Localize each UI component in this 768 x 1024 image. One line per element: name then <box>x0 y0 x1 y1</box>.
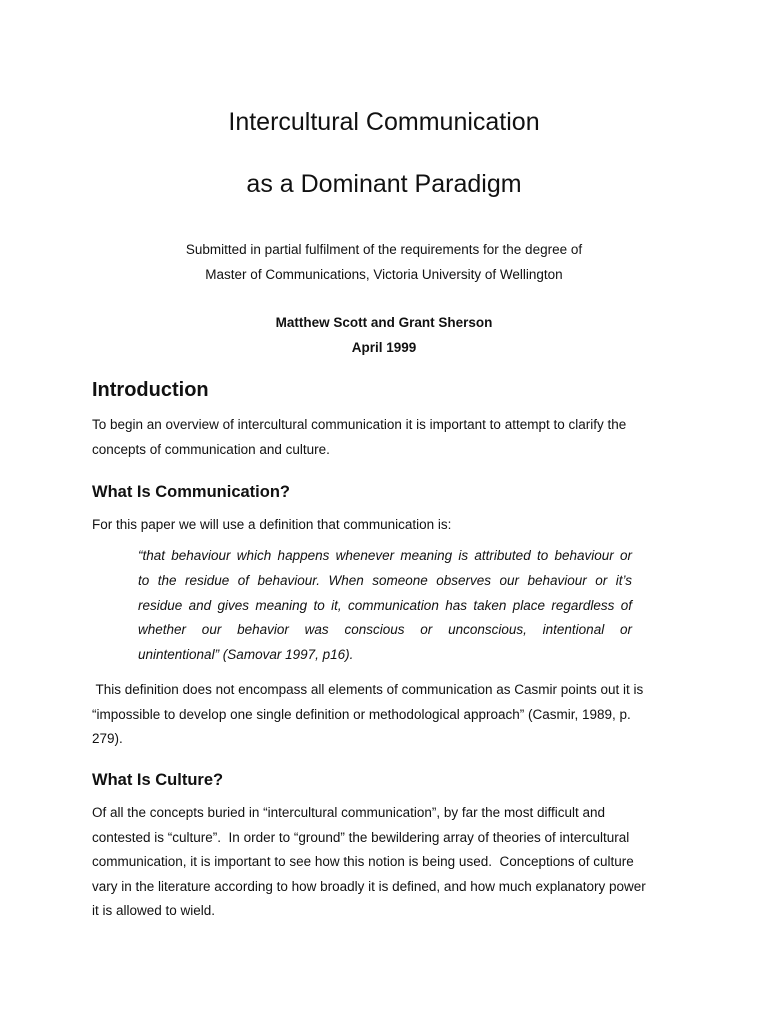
title-line-1: Intercultural Communication <box>228 108 540 136</box>
paragraph-line: concepts of communication and culture. <box>92 441 330 457</box>
paragraph-line: communication, it is important to see how this notion is being used. Conceptions of culture <box>92 854 634 869</box>
paragraph-line: vary in the literature according to how broadly it is defined, and how much explanatory power <box>92 878 646 894</box>
authors: Matthew Scott and Grant Sherson <box>275 315 493 330</box>
quote-line: residue and gives meaning to it, communication has taken place regardless of <box>138 597 632 613</box>
paragraph-line: it is allowed to wield. <box>92 903 216 918</box>
paragraph-line: 279). <box>92 731 123 746</box>
quote-line: unintentional” (Samovar 1997, p16). <box>138 647 354 663</box>
paragraph-line: “impossible to develop one single definition or methodological approach” (Casmir, 1989, p. <box>92 706 631 722</box>
paragraph-line: To begin an overview of intercultural communication it is important to attempt to clarify the <box>92 417 627 432</box>
culture-heading: What Is Culture? <box>92 771 224 789</box>
communication-heading: What Is Communication? <box>92 483 290 501</box>
date: April 1999 <box>351 340 417 355</box>
quote-line: “that behaviour which happens whenever meaning is attributed to behaviour or <box>138 548 632 563</box>
quote-line: to the residue of behaviour. When someone observes our behaviour or it’s <box>138 572 632 588</box>
paragraph-line: Of all the concepts buried in “intercultural communication”, by far the most difficult and <box>92 805 605 820</box>
communication-lead: For this paper we will use a definition that communication is: <box>92 517 452 532</box>
submission-line-1: Submitted in partial fulfilment of the requirements for the degree of <box>185 242 583 257</box>
introduction-paragraph <box>92 413 662 462</box>
paragraph-line: This definition does not encompass all elements of communication as Casmir points out it is <box>92 682 644 697</box>
submission-statement <box>0 237 768 287</box>
introduction-heading: Introduction <box>92 379 209 401</box>
quote-line: whether our behavior was conscious or unconscious, intentional or <box>138 622 632 638</box>
submission-line-2: Master of Communications, Victoria University of Wellington <box>205 267 563 282</box>
communication-definition-quote <box>138 544 632 668</box>
title-line-2: as a Dominant Paradigm <box>246 170 522 198</box>
culture-paragraph <box>92 801 662 924</box>
communication-followup-paragraph <box>92 678 662 752</box>
paragraph-line: contested is “culture”. In order to “ground” the bewildering array of theories of intercultural <box>92 829 630 845</box>
byline <box>0 310 768 360</box>
